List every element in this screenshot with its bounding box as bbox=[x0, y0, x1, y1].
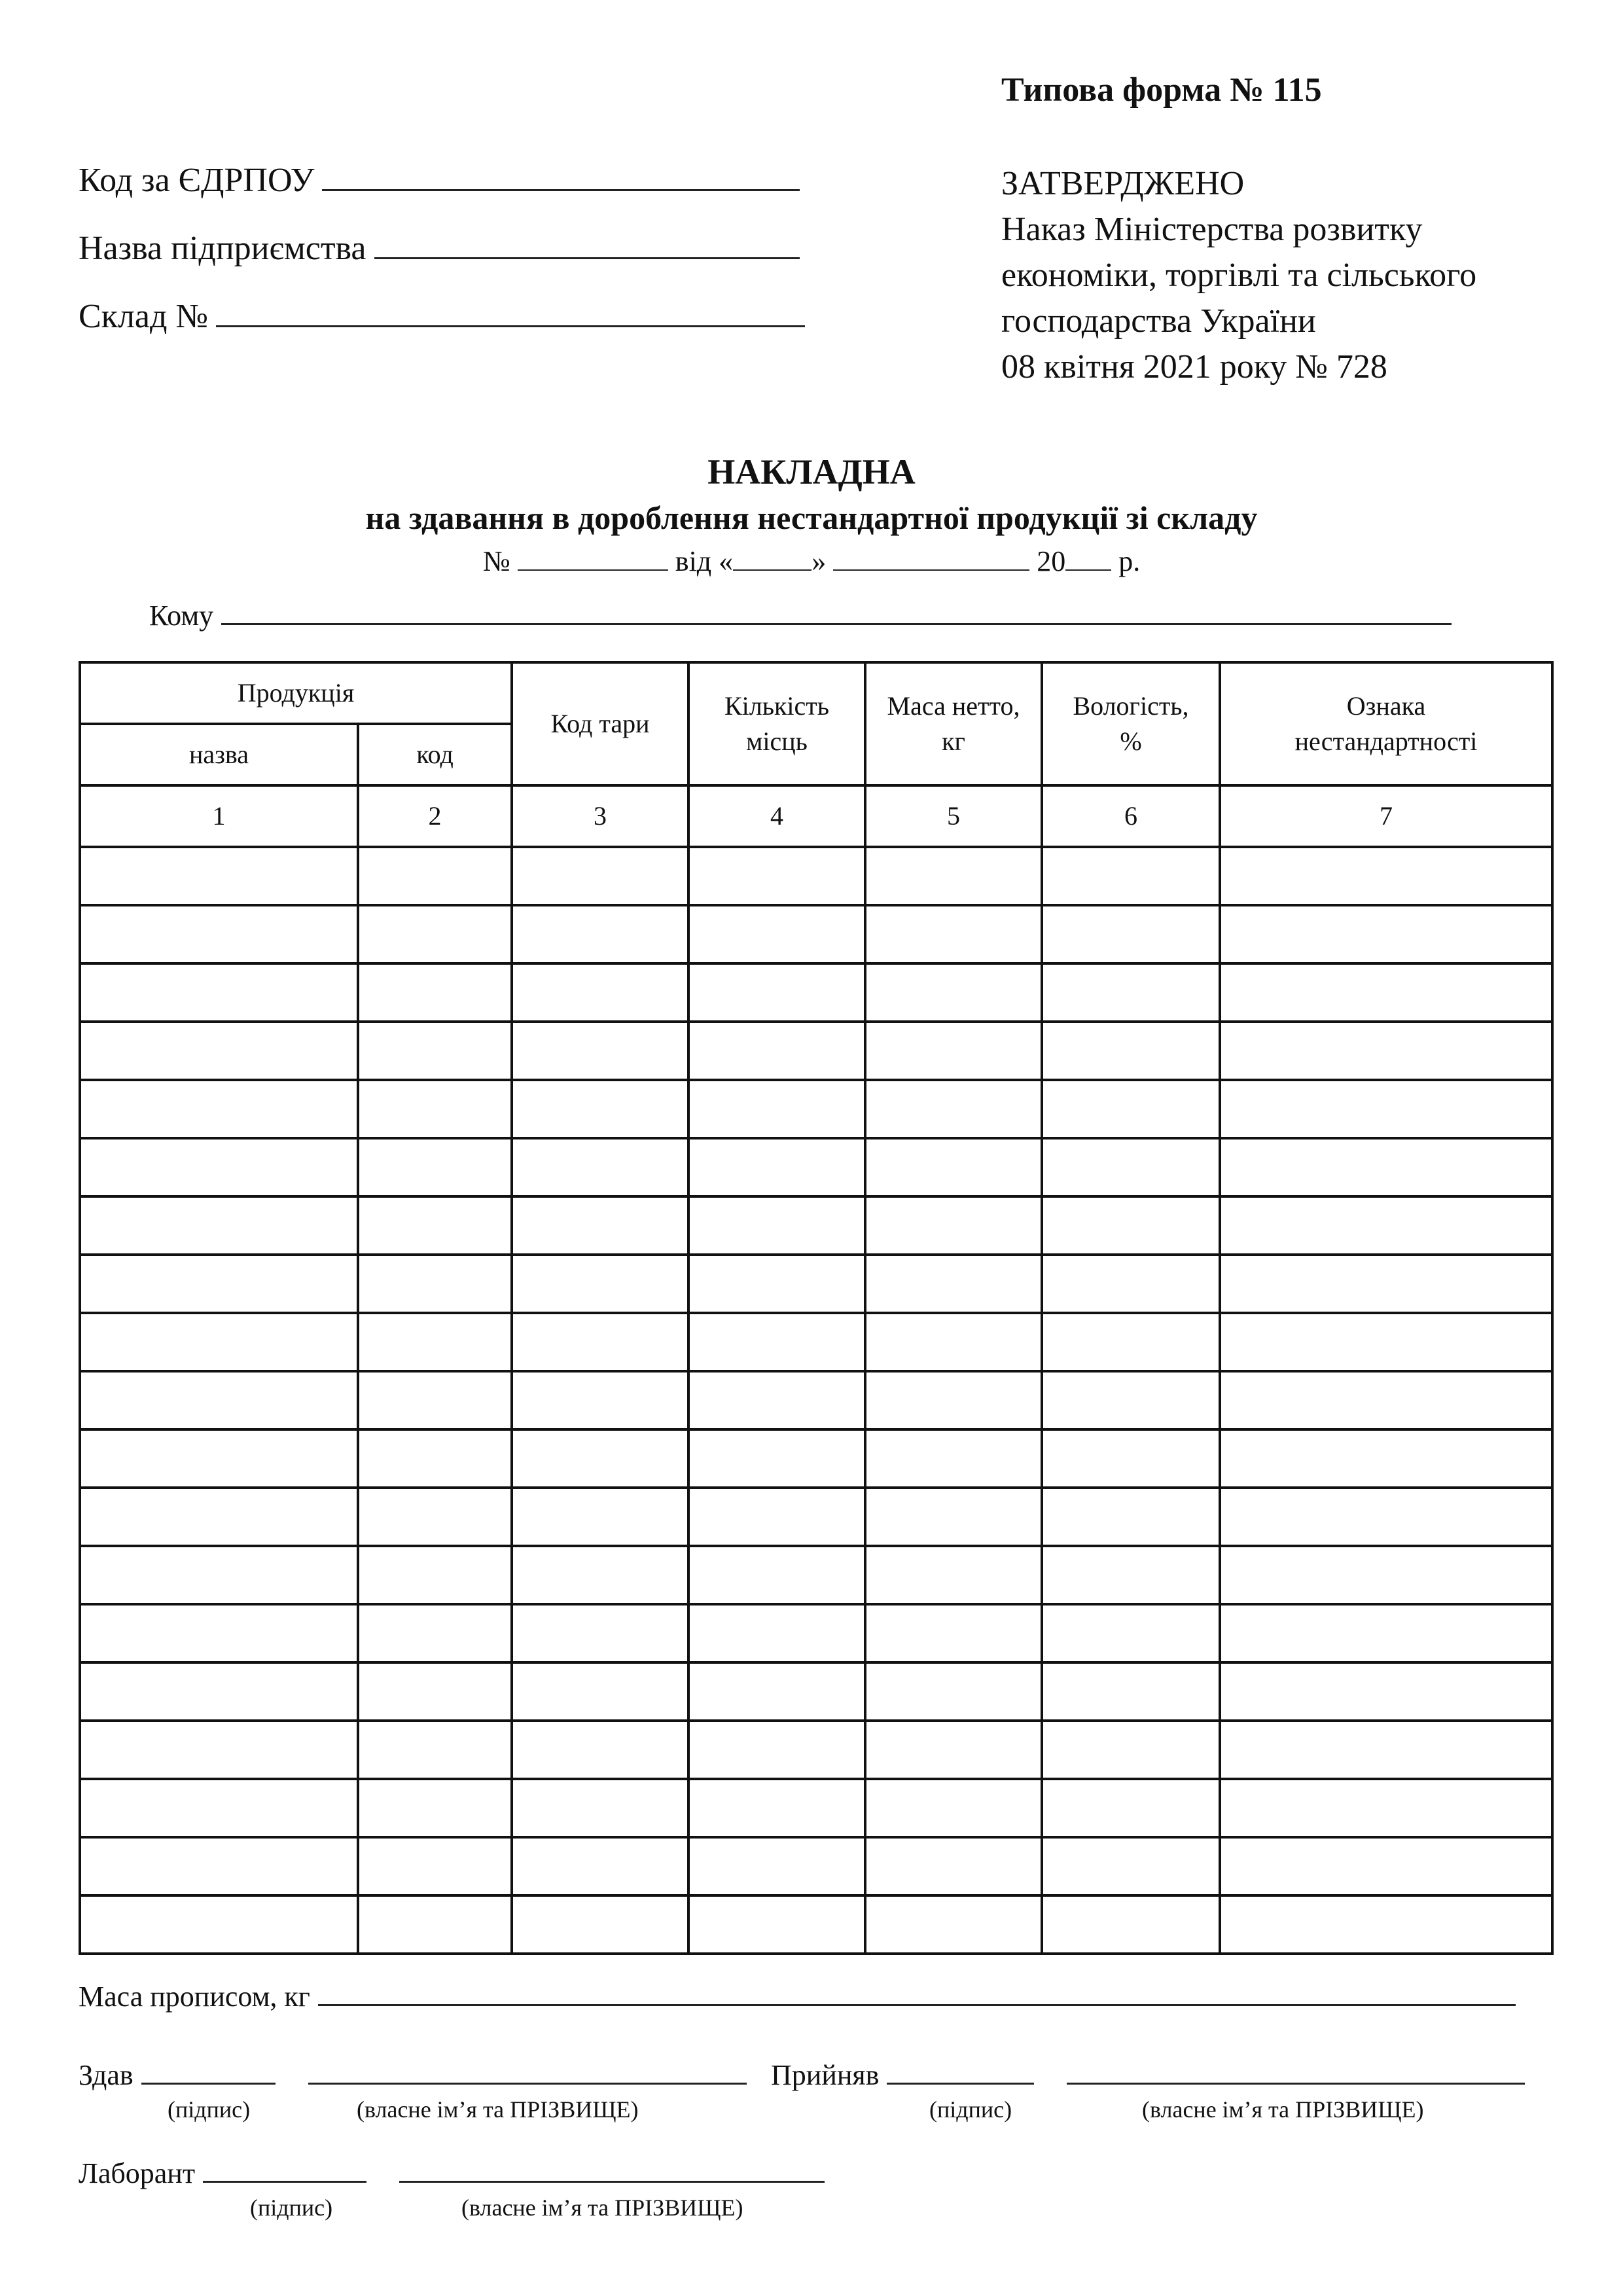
table-cell[interactable] bbox=[80, 1138, 358, 1196]
year-blank[interactable] bbox=[1065, 564, 1111, 571]
table-cell[interactable] bbox=[80, 1721, 358, 1779]
table-cell[interactable] bbox=[865, 1313, 1042, 1371]
table-cell[interactable] bbox=[1042, 847, 1220, 905]
handed-signature-blank[interactable] bbox=[141, 2076, 276, 2085]
table-cell[interactable] bbox=[688, 1837, 865, 1895]
table-cell[interactable] bbox=[512, 1080, 688, 1138]
table-cell[interactable] bbox=[1220, 1138, 1552, 1196]
table-cell[interactable] bbox=[1042, 1662, 1220, 1721]
table-cell[interactable] bbox=[358, 963, 512, 1022]
approval-line-2: Наказ Міністерства розвитку bbox=[1001, 211, 1423, 248]
table-cell[interactable] bbox=[80, 1604, 358, 1662]
table-cell[interactable] bbox=[1042, 1138, 1220, 1196]
table-cell[interactable] bbox=[688, 1721, 865, 1779]
table-cell[interactable] bbox=[1042, 1313, 1220, 1371]
column-number: 2 bbox=[358, 785, 512, 847]
table-cell[interactable] bbox=[865, 1022, 1042, 1080]
table-cell[interactable] bbox=[1042, 1546, 1220, 1604]
table-cell[interactable] bbox=[80, 1779, 358, 1837]
received-by-field bbox=[771, 2058, 1525, 2092]
table-cell[interactable] bbox=[688, 1779, 865, 1837]
table-cell[interactable] bbox=[865, 1138, 1042, 1196]
table-cell[interactable] bbox=[865, 1779, 1042, 1837]
table-cell[interactable] bbox=[688, 1895, 865, 1954]
table-cell[interactable] bbox=[1042, 1255, 1220, 1313]
handed-by-field bbox=[79, 2058, 747, 2092]
table-row bbox=[80, 905, 1552, 963]
table-row bbox=[80, 1080, 1552, 1138]
table-cell[interactable] bbox=[865, 963, 1042, 1022]
table-cell[interactable] bbox=[1220, 1255, 1552, 1313]
table-cell[interactable] bbox=[688, 963, 865, 1022]
received-name-caption: (власне ім’я та ПРІЗВИЩЕ) bbox=[1142, 2096, 1424, 2123]
table-cell[interactable] bbox=[1220, 1779, 1552, 1837]
table-cell[interactable] bbox=[688, 1138, 865, 1196]
table-row bbox=[80, 1488, 1552, 1546]
table-cell[interactable] bbox=[865, 1429, 1042, 1488]
enterprise-blank[interactable] bbox=[374, 251, 800, 259]
table-cell[interactable] bbox=[1220, 1604, 1552, 1662]
column-number: 5 bbox=[865, 785, 1042, 847]
table-cell[interactable] bbox=[358, 1022, 512, 1080]
lab-name-blank[interactable] bbox=[399, 2174, 825, 2183]
table-row bbox=[80, 847, 1552, 905]
table-cell[interactable] bbox=[1220, 1662, 1552, 1721]
table-cell[interactable] bbox=[80, 1546, 358, 1604]
lab-assistant-field bbox=[79, 2157, 825, 2190]
header-nonstandard-sign: Ознака нестандартності bbox=[1220, 662, 1552, 785]
table-cell[interactable] bbox=[512, 1837, 688, 1895]
document-title: НАКЛАДНА bbox=[707, 452, 916, 492]
lab-signature-caption: (підпис) bbox=[250, 2195, 333, 2221]
table-cell[interactable] bbox=[1042, 1488, 1220, 1546]
table-cell[interactable] bbox=[1220, 1488, 1552, 1546]
header-net-mass: Маса нетто, кг bbox=[865, 662, 1042, 785]
table-cell[interactable] bbox=[865, 1255, 1042, 1313]
mass-in-words-blank[interactable] bbox=[318, 1998, 1516, 2006]
table-cell[interactable] bbox=[512, 1546, 688, 1604]
table-cell[interactable] bbox=[358, 1662, 512, 1721]
from-label: від « bbox=[675, 545, 734, 577]
table-cell[interactable] bbox=[1220, 1080, 1552, 1138]
form-number: Типова форма № 115 bbox=[1001, 71, 1322, 109]
header-tare-code: Код тари bbox=[512, 662, 688, 785]
table-cell[interactable] bbox=[358, 847, 512, 905]
table-cell[interactable] bbox=[358, 1546, 512, 1604]
table-cell[interactable] bbox=[865, 1546, 1042, 1604]
table-cell[interactable] bbox=[512, 1196, 688, 1255]
edrpou-field bbox=[79, 161, 800, 200]
table-cell[interactable] bbox=[1220, 847, 1552, 905]
table-cell[interactable] bbox=[358, 905, 512, 963]
table-row bbox=[80, 1371, 1552, 1429]
lab-name-caption: (власне ім’я та ПРІЗВИЩЕ) bbox=[461, 2195, 743, 2221]
table-cell[interactable] bbox=[688, 1429, 865, 1488]
year-prefix: 20 bbox=[1037, 545, 1066, 577]
header-name: назва bbox=[80, 724, 358, 785]
enterprise-field bbox=[79, 229, 800, 268]
received-by-label: Прийняв bbox=[771, 2059, 880, 2091]
handed-name-caption: (власне ім’я та ПРІЗВИЩЕ) bbox=[357, 2096, 639, 2123]
table-row bbox=[80, 1138, 1552, 1196]
table-cell[interactable] bbox=[1220, 1313, 1552, 1371]
table-cell[interactable] bbox=[80, 1662, 358, 1721]
approval-line-4: господарства України bbox=[1001, 302, 1316, 340]
column-number: 4 bbox=[688, 785, 865, 847]
table-cell[interactable] bbox=[688, 1255, 865, 1313]
table-cell[interactable] bbox=[688, 847, 865, 905]
table-cell[interactable] bbox=[80, 905, 358, 963]
table-cell[interactable] bbox=[1220, 905, 1552, 963]
quote-close: » bbox=[812, 545, 827, 577]
approval-line-5: 08 квітня 2021 року № 728 bbox=[1001, 348, 1387, 386]
column-number: 7 bbox=[1220, 785, 1552, 847]
table-cell[interactable] bbox=[865, 1080, 1042, 1138]
table-row bbox=[80, 1022, 1552, 1080]
warehouse-label: Склад № bbox=[79, 298, 209, 335]
table-cell[interactable] bbox=[80, 1488, 358, 1546]
document-subtitle: на здавання в дороблення нестандартної продукції зі складу bbox=[365, 499, 1258, 536]
table-cell[interactable] bbox=[80, 963, 358, 1022]
table-cell[interactable] bbox=[80, 1895, 358, 1954]
lab-assistant-label: Лаборант bbox=[79, 2157, 196, 2189]
table-cell[interactable] bbox=[512, 1255, 688, 1313]
table-cell[interactable] bbox=[358, 1895, 512, 1954]
number-prefix: № bbox=[482, 545, 510, 577]
table-row bbox=[80, 963, 1552, 1022]
table-cell[interactable] bbox=[865, 1662, 1042, 1721]
table-row bbox=[80, 1837, 1552, 1895]
table-cell[interactable] bbox=[688, 1080, 865, 1138]
table-cell[interactable] bbox=[1042, 1371, 1220, 1429]
table-cell[interactable] bbox=[358, 1255, 512, 1313]
table-cell[interactable] bbox=[512, 963, 688, 1022]
table-cell[interactable] bbox=[358, 1371, 512, 1429]
approval-line-3: економіки, торгівлі та сільського bbox=[1001, 257, 1477, 294]
table-cell[interactable] bbox=[512, 1022, 688, 1080]
edrpou-label: Код за ЄДРПОУ bbox=[79, 162, 315, 199]
enterprise-label: Назва підприємства bbox=[79, 230, 366, 267]
table-cell[interactable] bbox=[80, 1429, 358, 1488]
header-places: Кількість місць bbox=[688, 662, 865, 785]
table-cell[interactable] bbox=[358, 1429, 512, 1488]
table-cell[interactable] bbox=[512, 905, 688, 963]
table-cell[interactable] bbox=[1220, 1022, 1552, 1080]
table-cell[interactable] bbox=[1042, 905, 1220, 963]
table-cell[interactable] bbox=[1042, 1080, 1220, 1138]
table-cell[interactable] bbox=[688, 1022, 865, 1080]
table-cell[interactable] bbox=[80, 1837, 358, 1895]
document-number-line bbox=[0, 545, 1623, 578]
table-cell[interactable] bbox=[865, 1721, 1042, 1779]
table-cell[interactable] bbox=[358, 1779, 512, 1837]
table-cell[interactable] bbox=[1042, 1779, 1220, 1837]
column-numbers-row bbox=[80, 785, 1552, 847]
table-cell[interactable] bbox=[1220, 1546, 1552, 1604]
table-cell[interactable] bbox=[865, 905, 1042, 963]
table-cell[interactable] bbox=[1220, 1837, 1552, 1895]
header-code: код bbox=[358, 724, 512, 785]
table-cell[interactable] bbox=[688, 1662, 865, 1721]
table-cell[interactable] bbox=[688, 1604, 865, 1662]
table-cell[interactable] bbox=[1042, 1604, 1220, 1662]
table-cell[interactable] bbox=[688, 1371, 865, 1429]
lab-signature-blank[interactable] bbox=[203, 2174, 366, 2183]
table-row bbox=[80, 1895, 1552, 1954]
table-cell[interactable] bbox=[80, 1196, 358, 1255]
table-cell[interactable] bbox=[1042, 1895, 1220, 1954]
table-cell[interactable] bbox=[688, 1488, 865, 1546]
table-row bbox=[80, 1313, 1552, 1371]
handed-by-label: Здав bbox=[79, 2059, 134, 2091]
table-cell[interactable] bbox=[865, 1895, 1042, 1954]
received-signature-caption: (підпис) bbox=[929, 2096, 1012, 2123]
table-cell[interactable] bbox=[358, 1488, 512, 1546]
table-cell[interactable] bbox=[688, 1196, 865, 1255]
table-cell[interactable] bbox=[358, 1837, 512, 1895]
mass-in-words-field bbox=[79, 1980, 1516, 2013]
table-row bbox=[80, 1779, 1552, 1837]
table-cell[interactable] bbox=[1220, 963, 1552, 1022]
table-cell[interactable] bbox=[865, 847, 1042, 905]
year-suffix: р. bbox=[1118, 545, 1141, 577]
table-cell[interactable] bbox=[1220, 1196, 1552, 1255]
column-number: 6 bbox=[1042, 785, 1220, 847]
approval-line-1: ЗАТВЕРДЖЕНО bbox=[1001, 165, 1245, 202]
day-blank[interactable] bbox=[733, 564, 812, 571]
table-cell[interactable] bbox=[1042, 1022, 1220, 1080]
table-cell[interactable] bbox=[358, 1196, 512, 1255]
table-cell[interactable] bbox=[865, 1371, 1042, 1429]
table-cell[interactable] bbox=[512, 1895, 688, 1954]
received-name-blank[interactable] bbox=[1067, 2076, 1525, 2085]
table-cell[interactable] bbox=[512, 1138, 688, 1196]
column-number: 1 bbox=[80, 785, 358, 847]
edrpou-blank[interactable] bbox=[322, 183, 800, 191]
table-cell[interactable] bbox=[512, 1662, 688, 1721]
table-cell[interactable] bbox=[80, 1371, 358, 1429]
table-cell[interactable] bbox=[512, 1371, 688, 1429]
table-cell[interactable] bbox=[512, 847, 688, 905]
table-cell[interactable] bbox=[80, 847, 358, 905]
header-products: Продукція bbox=[80, 662, 512, 724]
table-cell[interactable] bbox=[512, 1779, 688, 1837]
table-cell[interactable] bbox=[865, 1837, 1042, 1895]
table-cell[interactable] bbox=[1220, 1721, 1552, 1779]
table-cell[interactable] bbox=[1042, 1837, 1220, 1895]
handed-signature-caption: (підпис) bbox=[168, 2096, 251, 2123]
table-cell[interactable] bbox=[1042, 1721, 1220, 1779]
received-signature-blank[interactable] bbox=[887, 2076, 1034, 2085]
handed-name-blank[interactable] bbox=[308, 2076, 747, 2085]
number-blank[interactable] bbox=[518, 564, 668, 571]
mass-in-words-label: Маса прописом, кг bbox=[79, 1981, 310, 2013]
table-row bbox=[80, 1546, 1552, 1604]
table-cell[interactable] bbox=[80, 1080, 358, 1138]
table-cell[interactable] bbox=[358, 1721, 512, 1779]
table-cell[interactable] bbox=[80, 1313, 358, 1371]
table-row bbox=[80, 1604, 1552, 1662]
recipient-blank[interactable] bbox=[221, 617, 1452, 625]
warehouse-field bbox=[79, 297, 805, 336]
table-cell[interactable] bbox=[80, 1255, 358, 1313]
table-row bbox=[80, 1255, 1552, 1313]
table-cell[interactable] bbox=[358, 1313, 512, 1371]
table-cell[interactable] bbox=[512, 1313, 688, 1371]
header-moisture: Вологість, % bbox=[1042, 662, 1220, 785]
products-table bbox=[79, 661, 1554, 1955]
table-cell[interactable] bbox=[358, 1138, 512, 1196]
table-cell[interactable] bbox=[688, 1546, 865, 1604]
table-cell[interactable] bbox=[358, 1080, 512, 1138]
table-cell[interactable] bbox=[512, 1604, 688, 1662]
table-cell[interactable] bbox=[512, 1429, 688, 1488]
table-cell[interactable] bbox=[1042, 963, 1220, 1022]
recipient-field bbox=[149, 599, 1452, 632]
table-row bbox=[80, 1196, 1552, 1255]
table-cell[interactable] bbox=[512, 1488, 688, 1546]
recipient-label: Кому bbox=[149, 600, 214, 632]
warehouse-blank[interactable] bbox=[216, 319, 805, 327]
table-cell[interactable] bbox=[80, 1022, 358, 1080]
table-row bbox=[80, 1662, 1552, 1721]
table-cell[interactable] bbox=[1220, 1371, 1552, 1429]
table-cell[interactable] bbox=[1220, 1429, 1552, 1488]
table-row bbox=[80, 1429, 1552, 1488]
month-blank[interactable] bbox=[833, 564, 1029, 571]
table-cell[interactable] bbox=[688, 1313, 865, 1371]
table-cell[interactable] bbox=[688, 905, 865, 963]
table-cell[interactable] bbox=[1042, 1196, 1220, 1255]
table-cell[interactable] bbox=[865, 1196, 1042, 1255]
table-cell[interactable] bbox=[358, 1604, 512, 1662]
table-cell[interactable] bbox=[512, 1721, 688, 1779]
table-cell[interactable] bbox=[1042, 1429, 1220, 1488]
column-number: 3 bbox=[512, 785, 688, 847]
table-cell[interactable] bbox=[865, 1488, 1042, 1546]
approval-block bbox=[1001, 161, 1476, 390]
table-cell[interactable] bbox=[1220, 1895, 1552, 1954]
table-row bbox=[80, 1721, 1552, 1779]
table-cell[interactable] bbox=[865, 1604, 1042, 1662]
